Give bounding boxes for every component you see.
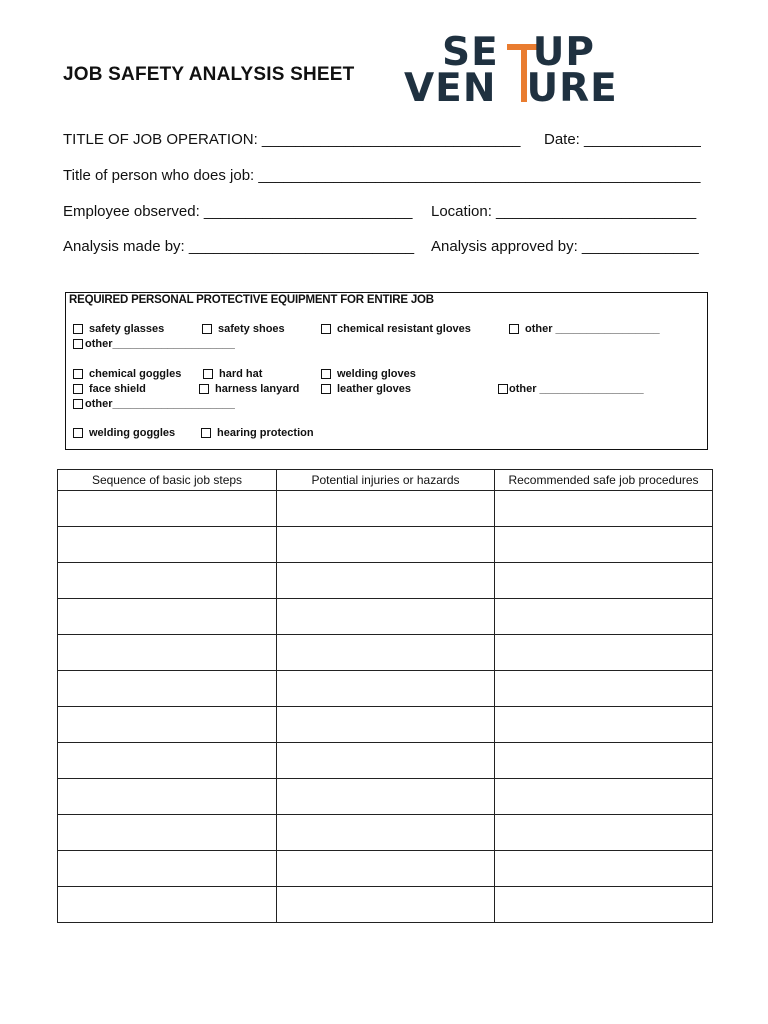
- cell-hazard[interactable]: [277, 491, 495, 527]
- table-row: [58, 887, 713, 923]
- checkbox[interactable]: [203, 369, 213, 379]
- job-operation-field[interactable]: TITLE OF JOB OPERATION: _______________________________: [63, 131, 521, 148]
- date-field[interactable]: Date: ______________: [544, 131, 701, 148]
- ppe-other-3[interactable]: [498, 383, 644, 395]
- ppe-welding-gloves[interactable]: [321, 368, 416, 380]
- cell-job-step[interactable]: [58, 635, 277, 671]
- cell-procedure[interactable]: [495, 491, 713, 527]
- table-header-row: [58, 470, 713, 491]
- ppe-label: welding goggles: [89, 427, 176, 439]
- ppe-other-1[interactable]: [509, 323, 660, 335]
- cell-procedure[interactable]: [495, 887, 713, 923]
- analysis-made-by-field[interactable]: Analysis made by: ___________________________: [63, 238, 415, 255]
- cell-procedure[interactable]: [495, 599, 713, 635]
- checkbox[interactable]: [509, 324, 519, 334]
- checkbox[interactable]: [199, 384, 209, 394]
- checkbox[interactable]: [73, 369, 83, 379]
- cell-procedure[interactable]: [495, 851, 713, 887]
- cell-hazard[interactable]: [277, 671, 495, 707]
- ppe-label: chemical goggles: [89, 368, 182, 380]
- checkbox[interactable]: [73, 324, 83, 334]
- cell-hazard[interactable]: [277, 743, 495, 779]
- ppe-chemical-goggles[interactable]: [73, 368, 181, 380]
- cell-job-step[interactable]: [58, 599, 277, 635]
- table-body: [58, 491, 713, 923]
- cell-hazard[interactable]: [277, 599, 495, 635]
- table-row: [58, 527, 713, 563]
- cell-hazard[interactable]: [277, 635, 495, 671]
- ppe-label: harness lanyard: [215, 383, 300, 395]
- column-header-steps: Sequence of basic job steps: [58, 470, 277, 491]
- table-row: [58, 743, 713, 779]
- ppe-chemical-resistant-gloves[interactable]: [321, 323, 471, 335]
- cell-job-step[interactable]: [58, 563, 277, 599]
- ppe-label: other____________________: [85, 338, 235, 350]
- cell-procedure[interactable]: [495, 671, 713, 707]
- checkbox[interactable]: [321, 369, 331, 379]
- ppe-label: safety glasses: [89, 323, 165, 335]
- ppe-safety-glasses[interactable]: [73, 323, 164, 335]
- ppe-section: [65, 292, 708, 450]
- cell-job-step[interactable]: [58, 779, 277, 815]
- cell-job-step[interactable]: [58, 707, 277, 743]
- employee-observed-field[interactable]: Employee observed: _________________________: [63, 203, 413, 220]
- cell-job-step[interactable]: [58, 527, 277, 563]
- ppe-hard-hat[interactable]: [203, 368, 262, 380]
- cell-job-step[interactable]: [58, 671, 277, 707]
- location-field[interactable]: Location: ________________________: [431, 203, 697, 220]
- table-row: [58, 563, 713, 599]
- checkbox[interactable]: [202, 324, 212, 334]
- ppe-face-shield[interactable]: [73, 383, 146, 395]
- checkbox[interactable]: [201, 428, 211, 438]
- table-row: [58, 671, 713, 707]
- cell-hazard[interactable]: [277, 707, 495, 743]
- person-field[interactable]: Title of person who does job: _____________________________________________________: [63, 167, 701, 184]
- cell-job-step[interactable]: [58, 743, 277, 779]
- logo-line-1: SE UP: [442, 30, 595, 75]
- ppe-title: REQUIRED PERSONAL PROTECTIVE EQUIPMENT FOR ENTIRE JOB: [69, 294, 434, 306]
- checkbox[interactable]: [73, 384, 83, 394]
- ppe-label: hard hat: [219, 368, 263, 380]
- company-logo: [404, 30, 654, 111]
- ppe-leather-gloves[interactable]: [321, 383, 411, 395]
- checkbox[interactable]: [73, 428, 83, 438]
- checkbox[interactable]: [321, 384, 331, 394]
- ppe-label: other____________________: [85, 398, 235, 410]
- column-header-hazards: Potential injuries or hazards: [277, 470, 495, 491]
- checkbox[interactable]: [73, 399, 83, 409]
- cell-job-step[interactable]: [58, 491, 277, 527]
- table-row: [58, 491, 713, 527]
- ppe-label: other _________________: [525, 323, 660, 335]
- ppe-label: face shield: [89, 383, 146, 395]
- table-row: [58, 815, 713, 851]
- cell-job-step[interactable]: [58, 815, 277, 851]
- table-row: [58, 779, 713, 815]
- table-row: [58, 599, 713, 635]
- cell-hazard[interactable]: [277, 779, 495, 815]
- ppe-label: chemical resistant gloves: [337, 323, 471, 335]
- checkbox[interactable]: [73, 339, 83, 349]
- checkbox[interactable]: [321, 324, 331, 334]
- checkbox[interactable]: [498, 384, 508, 394]
- cell-procedure[interactable]: [495, 779, 713, 815]
- cell-procedure[interactable]: [495, 743, 713, 779]
- table-row: [58, 851, 713, 887]
- ppe-other-4[interactable]: [73, 398, 235, 410]
- ppe-safety-shoes[interactable]: [202, 323, 285, 335]
- ppe-label: welding gloves: [337, 368, 416, 380]
- ppe-other-2[interactable]: [73, 338, 235, 350]
- cell-procedure[interactable]: [495, 635, 713, 671]
- cell-job-step[interactable]: [58, 851, 277, 887]
- table-row: [58, 635, 713, 671]
- column-header-procedures: Recommended safe job procedures: [495, 470, 713, 491]
- ppe-welding-goggles[interactable]: [73, 427, 175, 439]
- ppe-label: leather gloves: [337, 383, 411, 395]
- cell-hazard[interactable]: [277, 887, 495, 923]
- cell-procedure[interactable]: [495, 563, 713, 599]
- job-steps-table: [57, 469, 713, 923]
- cell-hazard[interactable]: [277, 527, 495, 563]
- cell-hazard[interactable]: [277, 563, 495, 599]
- cell-procedure[interactable]: [495, 527, 713, 563]
- analysis-approved-by-field[interactable]: Analysis approved by: ______________: [431, 238, 699, 255]
- table-row: [58, 707, 713, 743]
- ppe-label: hearing protection: [217, 427, 314, 439]
- ppe-label: safety shoes: [218, 323, 285, 335]
- ppe-label: other _________________: [509, 383, 644, 395]
- ppe-hearing-protection[interactable]: [201, 427, 314, 439]
- cell-procedure[interactable]: [495, 707, 713, 743]
- page-title: JOB SAFETY ANALYSIS SHEET: [63, 64, 355, 85]
- ppe-harness-lanyard[interactable]: [199, 383, 299, 395]
- cell-job-step[interactable]: [58, 887, 277, 923]
- logo-line-2: VEN URE: [404, 66, 618, 111]
- cell-hazard[interactable]: [277, 815, 495, 851]
- cell-procedure[interactable]: [495, 815, 713, 851]
- cell-hazard[interactable]: [277, 851, 495, 887]
